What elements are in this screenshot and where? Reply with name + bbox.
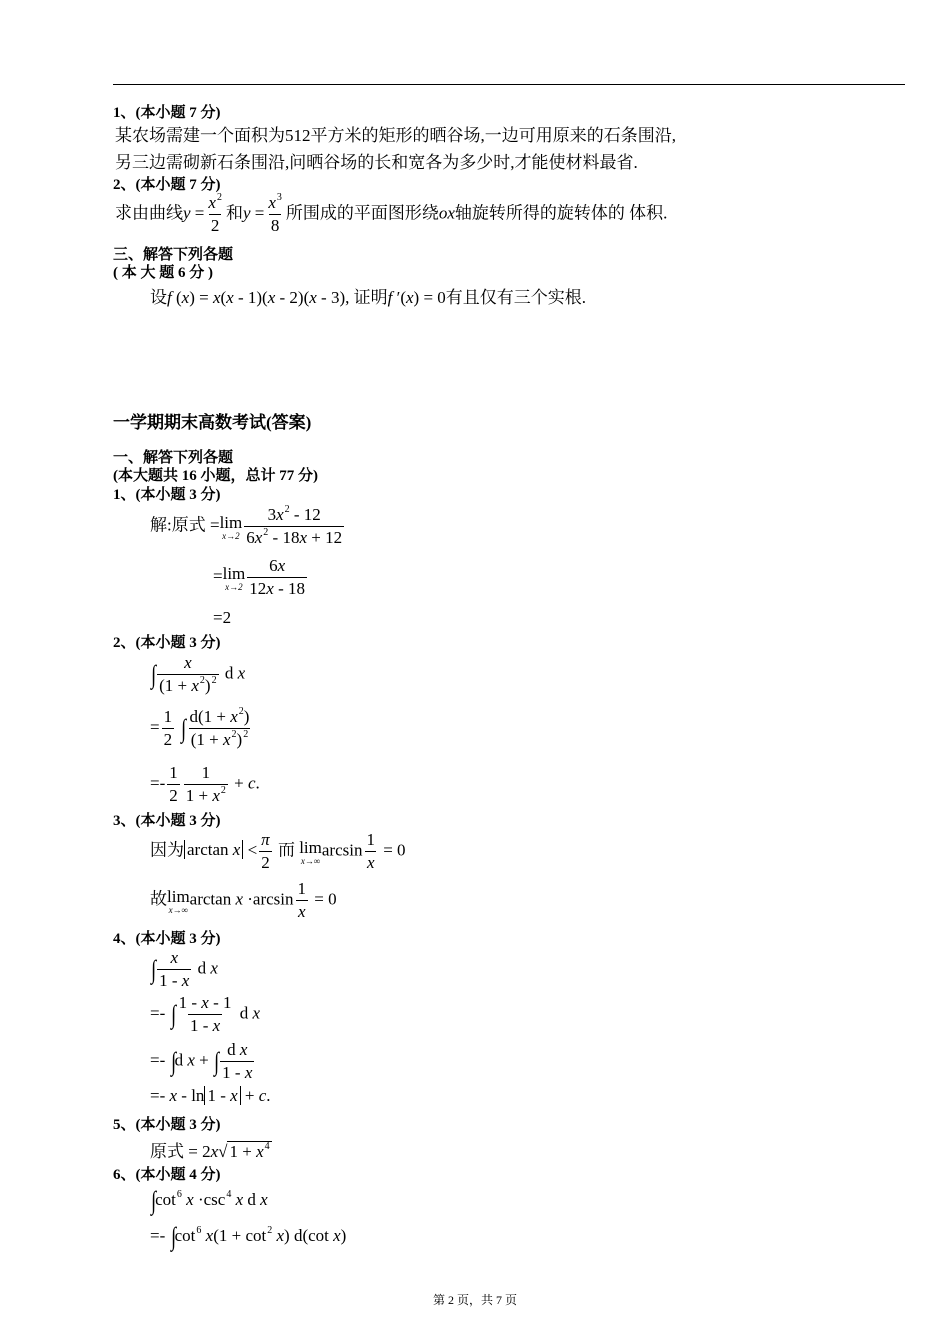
a4-line2: =- ∫ $\frac{1 - x - 1}{1 - x}$ d x <box>150 993 261 1035</box>
q2-heading: 2、(本小题 7 分) <box>113 177 221 193</box>
q1-line1: 某农场需建一个面积为512平方米的矩形的晒谷场,一边可用原来的石条围沿, <box>115 126 676 145</box>
a3-line1: 因为 arctan x < $\frac{\pi}{2}$ 而 lim x→∞ arcsin $\frac{1}{x}$ = 0 <box>150 830 406 872</box>
sec3-sub: ( 本 大 题 6 分 ) <box>113 265 213 281</box>
a1-label: 解:原式 <box>150 515 206 535</box>
q2-post: 所围成的平面图形绕 <box>285 203 439 223</box>
a1-line1: 解:原式 = lim x→2 $\frac{3x^2 - 12}{6x^2 - 18x + 12}$ <box>150 504 343 547</box>
a4-heading: 4、(本小题 3 分) <box>113 931 221 947</box>
sec3-statement: 设f (x) = x(x - 1)(x - 2)(x - 3), 证明f ′(x) = 0有且仅有三个实根. <box>150 288 587 307</box>
header-rule <box>113 84 905 85</box>
a1-heading: 1、(本小题 3 分) <box>113 487 221 503</box>
q2-statement: 求由曲线y = $\frac{x^2}{2}$ 和y = $\frac{x^3}{8}$ 所围成的平面图形绕ox轴旋转所得的旋转体的 体积. <box>115 192 668 235</box>
sec3-post: 有且仅有三个实根. <box>445 288 587 307</box>
q1-line2: 另三边需砌新石条围沿,问晒谷场的长和宽各为多少时,才能使材料最省. <box>115 153 638 172</box>
a2-heading: 2、(本小题 3 分) <box>113 635 221 651</box>
a3-because: 因为 <box>150 840 184 860</box>
a5-line1: 原式 = 2x√ $1 + x^4$ <box>150 1141 270 1161</box>
a6-heading: 6、(本小题 4 分) <box>113 1167 221 1183</box>
q1-heading: 1、(本小题 7 分) <box>113 105 221 121</box>
a3-therefore: 故 <box>150 889 167 909</box>
q2-pre: 求由曲线 <box>115 203 183 223</box>
a5-heading: 5、(本小题 3 分) <box>113 1117 221 1133</box>
q2-axis: ox <box>438 203 455 223</box>
sec3-pre: 设 <box>150 288 167 307</box>
a3-heading: 3、(本小题 3 分) <box>113 813 221 829</box>
a4-line3: =- ∫d x + ∫ $\frac{\text{d x}}{1 - x}$ <box>150 1040 253 1082</box>
answers-title: 一学期期末高数考试(答案) <box>113 413 312 432</box>
sec3-mid: 证明 <box>353 288 388 307</box>
a2-line2: = $\frac{1}{2}$ ∫ $\frac{d(1 + x^2)}{(1 + x^2)^2}$ <box>150 706 250 749</box>
sec1-sub: (本大题共 16 小题，总计 77 分) <box>113 468 318 484</box>
a2-line1: ∫ $\frac{x}{(1 + x^2)^2}$ d x <box>151 653 246 695</box>
q2-post2: 轴旋转所得的旋转体的 体积. <box>454 203 668 223</box>
sec1-heading: 一、解答下列各题 <box>113 450 234 466</box>
a2-line3: =- $\frac{1}{2}$ $\frac{1}{1 + x^2}$ + c. <box>150 763 260 805</box>
page-footer: 第 2 页，共 7 页 <box>432 1293 517 1307</box>
a1-line2: = lim x→2 $\frac{6x}{12x - 18}$ <box>213 556 305 598</box>
a3-line2: 故 lim x→∞ arctan x ·arcsin $\frac{1}{x}$ = 0 <box>150 879 337 921</box>
a5-label: 原式 <box>150 1142 184 1161</box>
a6-line2: =- $\int\cot^6$ $x(1 + \cot^2 x)$ d(cot x) <box>150 1222 347 1251</box>
q2-and: 和 <box>225 203 243 223</box>
a6-line1: $\int\cot^6$ $x \cdot\csc^4$ x d x <box>151 1186 268 1215</box>
a4-line1: ∫ $\frac{x}{1 - x}$ d x <box>151 948 218 990</box>
a3-and: 而 <box>277 840 295 860</box>
a4-line4: =- x - ln 1 - x + c. <box>150 1086 271 1105</box>
sec3-heading: 三、解答下列各题 <box>113 247 234 263</box>
a1-line3: =2 <box>213 608 232 627</box>
